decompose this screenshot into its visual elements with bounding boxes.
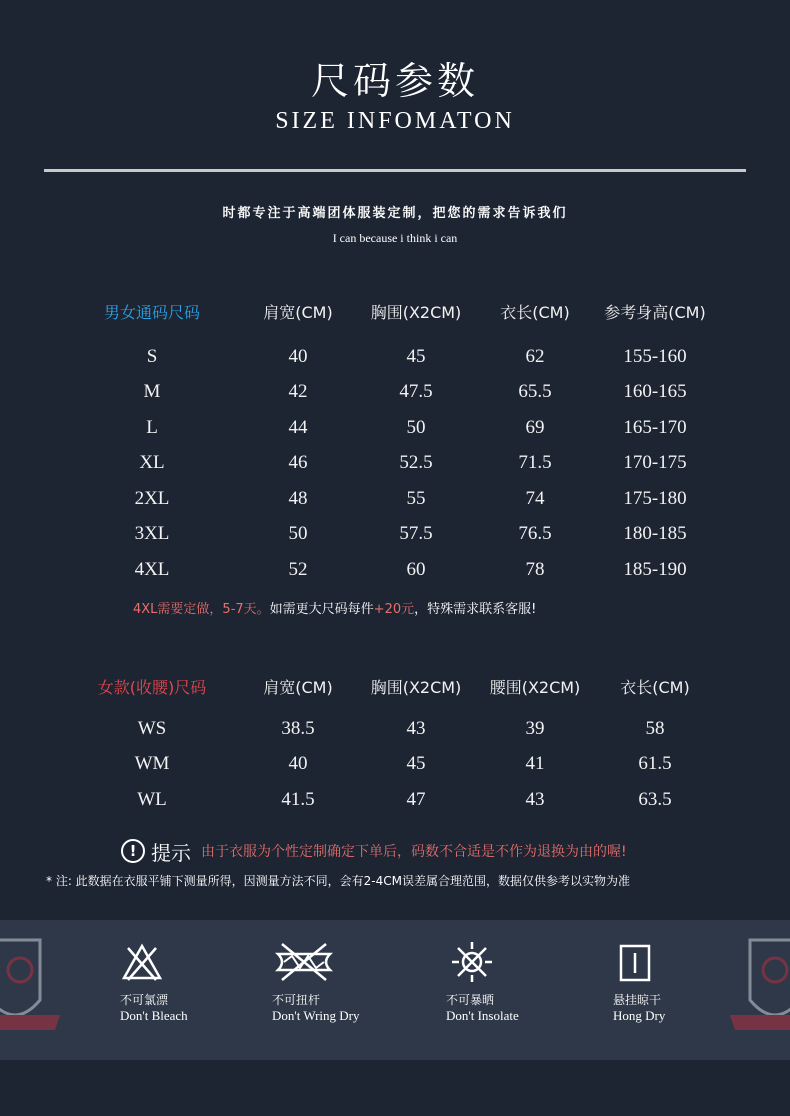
table-row [0, 753, 790, 789]
care-label-en: Don't Insolate [446, 1008, 519, 1023]
table-row [0, 559, 790, 595]
value-cell: 155-160 [623, 345, 687, 367]
value-cell: 55 [406, 487, 426, 509]
table-row [0, 417, 790, 453]
crest-emblem-icon [730, 920, 790, 1060]
table-row [0, 488, 790, 524]
note-red-text: +20元 [373, 602, 415, 617]
value-cell: 63.5 [638, 788, 672, 810]
header-cell: 衣长(CM) [620, 678, 690, 697]
value-cell: 61.5 [638, 753, 672, 774]
value-cell: 50 [288, 523, 308, 544]
size-cell: L [146, 416, 158, 438]
value-cell: 45 [406, 345, 426, 367]
care-item-no-sun [446, 940, 519, 1024]
value-cell: 78 [525, 558, 545, 580]
no-wring-icon [272, 940, 336, 984]
page-subtitle: SIZE INFOMATON [275, 108, 515, 134]
tagline: 时都专注于高端团体服装定制，把您的需求告诉我们 [222, 206, 568, 221]
value-cell: 45 [406, 753, 426, 774]
header-cell: 胸围(X2CM) [370, 303, 462, 322]
care-item-hang-dry [613, 940, 665, 1024]
size-cell: WS [137, 717, 167, 739]
header-cell: 胸围(X2CM) [370, 678, 462, 697]
value-cell: 58 [645, 717, 665, 739]
crest-emblem-icon [0, 920, 60, 1060]
table-row [0, 789, 790, 825]
note-text: ，特殊需求联系客服! [414, 602, 537, 617]
size-cell: WL [137, 788, 167, 810]
value-cell: 57.5 [399, 523, 433, 544]
value-cell: 170-175 [623, 452, 687, 473]
care-label-zh: 悬挂晾干 [613, 993, 662, 1007]
care-item-no-bleach [120, 940, 188, 1024]
size-cell: S [146, 345, 158, 367]
value-cell: 48 [288, 487, 308, 509]
size-cell: 4XL [134, 558, 170, 580]
table-row [0, 523, 790, 559]
value-cell: 47 [406, 788, 426, 810]
tip-text: 由于衣服为个性定制确定下单后，码数不合适是不作为退换为由的喔! [201, 844, 627, 860]
value-cell: 41 [525, 753, 545, 774]
no-bleach-icon [120, 940, 164, 984]
header-cell: 腰围(X2CM) [489, 678, 581, 697]
table-row [0, 718, 790, 754]
value-cell: 180-185 [623, 523, 687, 544]
value-cell: 175-180 [623, 487, 687, 509]
value-cell: 40 [288, 753, 308, 774]
size-note [133, 598, 536, 617]
tip-label: 提示 [151, 840, 191, 865]
size-cell: 2XL [134, 487, 170, 509]
header-cell: 衣长(CM) [500, 303, 570, 322]
value-cell: 71.5 [518, 452, 552, 473]
care-label-zh: 不可暴晒 [446, 993, 495, 1007]
table-row [0, 452, 790, 488]
value-cell: 38.5 [281, 717, 315, 739]
value-cell: 50 [406, 416, 426, 438]
care-item-no-wring [272, 940, 360, 1024]
size-cell: XL [139, 452, 165, 473]
header-cell: 参考身高(CM) [604, 303, 706, 322]
size-cell: M [143, 381, 161, 402]
care-label-zh: 不可扭杆 [272, 993, 321, 1007]
value-cell: 39 [525, 717, 545, 739]
value-cell: 74 [525, 487, 545, 509]
value-cell: 52.5 [399, 452, 433, 473]
value-cell: 43 [406, 717, 426, 739]
value-cell: 65.5 [518, 381, 552, 402]
value-cell: 42 [288, 381, 308, 402]
title-divider [44, 169, 746, 172]
value-cell: 52 [288, 558, 308, 580]
size-cell: WM [134, 753, 170, 774]
header-cell: 女款(收腰)尺码 [97, 678, 207, 697]
value-cell: 40 [288, 345, 308, 367]
tip-row [121, 837, 627, 865]
exclamation-icon: ! [121, 839, 145, 863]
value-cell: 43 [525, 788, 545, 810]
table-header-row [0, 300, 790, 336]
header-cell: 肩宽(CM) [263, 678, 333, 697]
care-label-en: Don't Bleach [120, 1008, 188, 1023]
note-red-text: 4XL需要定做，5-7天。 [133, 602, 270, 617]
value-cell: 76.5 [518, 523, 552, 544]
value-cell: 165-170 [623, 416, 687, 438]
care-label-en: Don't Wring Dry [272, 1008, 360, 1023]
page-title: 尺码参数 [310, 59, 479, 103]
value-cell: 44 [288, 416, 308, 438]
no-sun-icon [446, 940, 498, 984]
header-cell: 肩宽(CM) [263, 303, 333, 322]
care-instructions-band [0, 920, 790, 1060]
value-cell: 160-165 [623, 381, 687, 402]
tagline-english: I can because i think i can [332, 231, 458, 245]
care-label-zh: 不可氯漂 [120, 993, 169, 1007]
care-label-en: Hong Dry [613, 1008, 666, 1023]
table-row [0, 381, 790, 417]
value-cell: 41.5 [281, 788, 315, 810]
measurement-footnote: * 注: 此数据在衣服平铺下测量所得，因测量方法不同，会有2-4CM误差属合理范围，数据仅供参考以实物为准 [46, 874, 631, 888]
note-text: 如需更大尺码每件 [269, 602, 374, 617]
header-cell: 男女通码尺码 [103, 303, 201, 322]
table-header-row [0, 675, 790, 711]
size-cell: 3XL [134, 523, 170, 544]
value-cell: 69 [525, 416, 545, 438]
value-cell: 47.5 [399, 381, 433, 402]
hang-dry-icon [613, 940, 657, 984]
value-cell: 185-190 [623, 558, 687, 580]
unisex-size-table [0, 300, 790, 594]
value-cell: 60 [406, 558, 426, 580]
value-cell: 62 [525, 345, 545, 367]
table-row [0, 346, 790, 382]
women-size-table [0, 675, 790, 824]
value-cell: 46 [288, 452, 308, 473]
